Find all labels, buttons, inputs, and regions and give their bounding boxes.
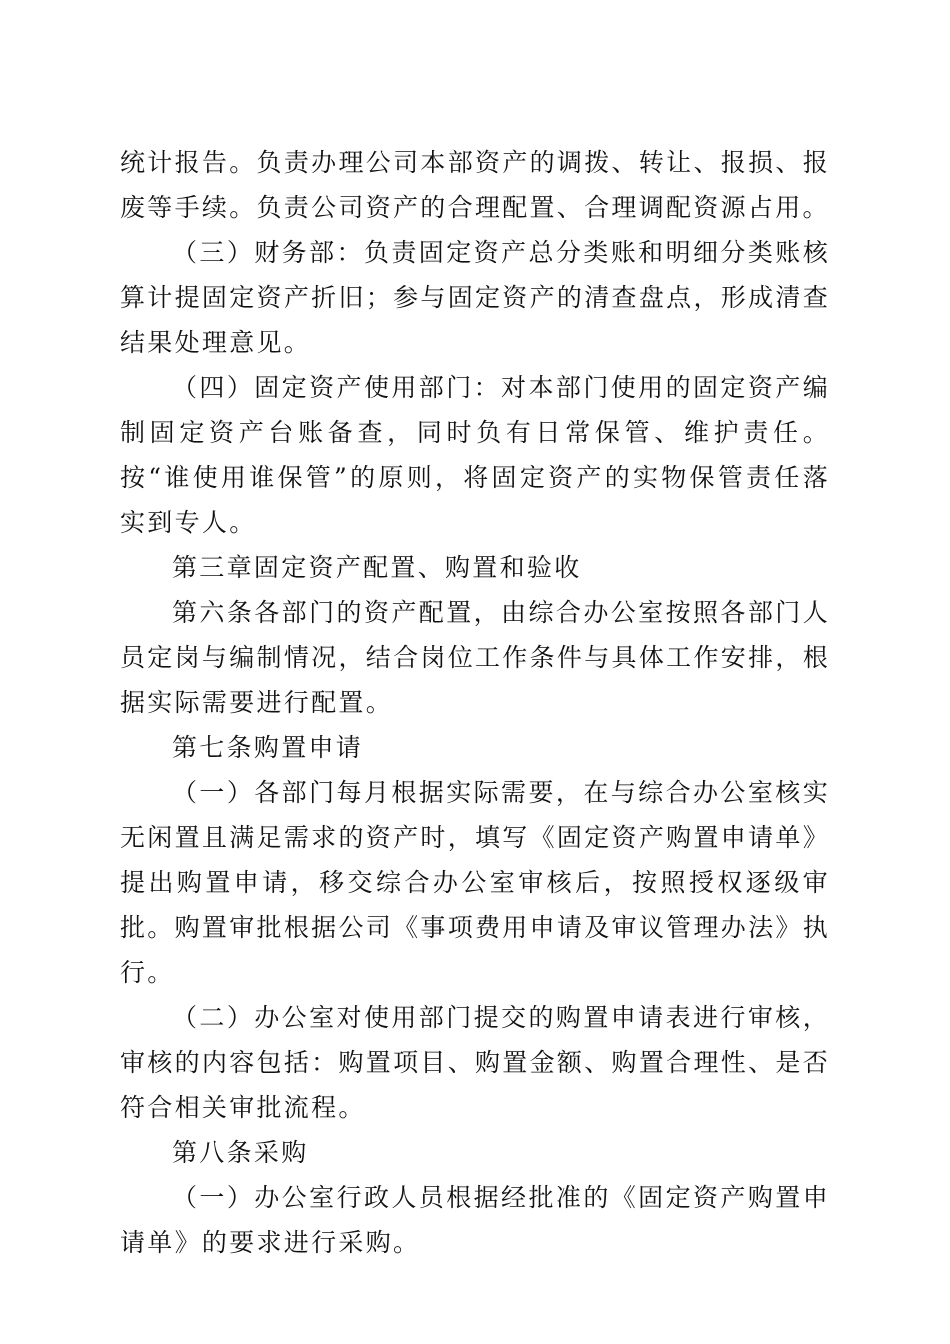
article-eight-item-one: （一）办公室行政人员根据经批准的《固定资产购置申请单》的要求进行采购。	[120, 1183, 830, 1257]
article-seven-heading: 第七条购置申请	[172, 733, 364, 762]
article-seven-item-two: （二）办公室对使用部门提交的购置申请表进行审核，审核的内容包括：购置项目、购置金额、购置合理性、是否符合相关审批流程。	[120, 1003, 830, 1122]
paragraph-asset-user-dept: （四）固定资产使用部门：对本部门使用的固定资产编制固定资产台账备查，同时负有日常保管、维护责任。按“谁使用谁保管”的原则，将固定资产的实物保管责任落实到专人。	[120, 373, 830, 537]
article-seven-item-one: （一）各部门每月根据实际需要，在与综合办公室核实无闲置且满足需求的资产时，填写《固定资产购置申请单》提出购置申请，移交综合办公室审核后，按照授权逐级审批。购置审批根据公司《事项费用申请及审议管理办法》执行。	[120, 778, 830, 987]
document-body	[120, 140, 830, 1265]
article-six: 第六条各部门的资产配置，由综合办公室按照各部门人员定岗与编制情况，结合岗位工作条件与具体工作安排，根据实际需要进行配置。	[120, 598, 830, 717]
paragraph-finance-dept: （三）财务部：负责固定资产总分类账和明细分类账核算计提固定资产折旧；参与固定资产的清查盘点，形成清查结果处理意见。	[120, 238, 830, 357]
article-eight-heading: 第八条采购	[172, 1138, 309, 1167]
paragraph-continuation: 统计报告。负责办理公司本部资产的调拨、转让、报损、报废等手续。负责公司资产的合理配置、合理调配资源占用。	[120, 148, 830, 222]
chapter-heading: 第三章固定资产配置、购置和验收	[172, 553, 582, 582]
